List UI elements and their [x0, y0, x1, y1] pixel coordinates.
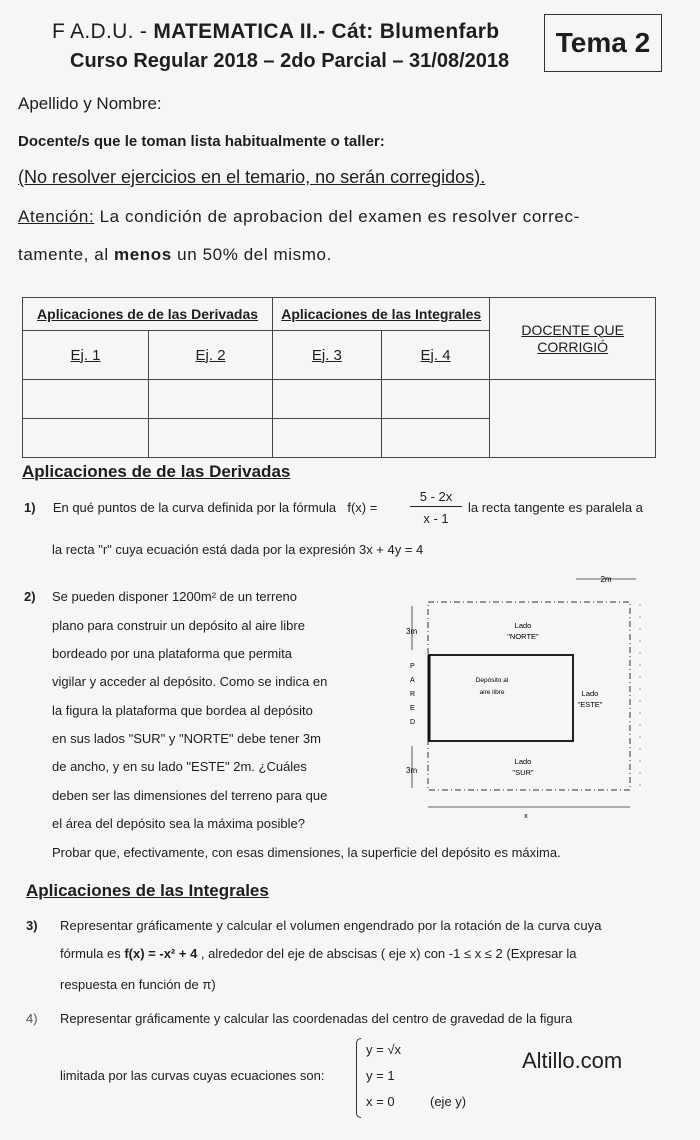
- section-derivadas-title: Aplicaciones de de las Derivadas: [22, 462, 291, 481]
- question-3-bounds: , alrededor del eje de abscisas ( eje x) con -1 ≤ x ≤ 2 (Expresar la: [200, 946, 577, 961]
- grade-cell-docente[interactable]: [490, 380, 656, 458]
- table-header-integrales: Aplicaciones de las Integrales: [273, 298, 490, 331]
- atencion-line2: [18, 245, 332, 265]
- dim-3m-top-label: 3m: [406, 627, 418, 636]
- grade-cell-total-4[interactable]: [381, 419, 490, 458]
- no-resolver-note: [18, 167, 485, 188]
- question-3-formula-label: fórmula es: [60, 946, 121, 961]
- question-2-line: deben ser las dimensiones del terreno para que: [52, 788, 328, 803]
- atencion-text2a: tamente, al: [18, 245, 115, 264]
- question-2-last-line: Probar que, efectivamente, con esas dimensiones, la superficie del depósito es máxima.: [52, 845, 561, 860]
- terrain-diagram: [398, 570, 648, 825]
- question-2-line: en sus lados "SUR" y "NORTE" debe tener 3m: [52, 731, 321, 746]
- question-2-line: plano para construir un depósito al aire libre: [52, 618, 305, 633]
- fraction-1: [410, 489, 462, 526]
- atencion-label: Atención:: [18, 207, 95, 226]
- norte-label-1: Lado: [514, 621, 532, 630]
- table-col-ej2: Ej. 2: [149, 331, 273, 380]
- watermark-text: Altillo.com: [522, 1048, 623, 1073]
- atencion-text2c: un 50% del mismo.: [171, 245, 332, 264]
- dim-x-label: x: [524, 813, 528, 820]
- question-2-line: la figura la plataforma que bordea al depósito: [52, 703, 313, 718]
- norte-label-2: "NORTE": [507, 632, 539, 641]
- system-brace: [356, 1038, 361, 1118]
- grade-cell-ej2[interactable]: [149, 380, 273, 419]
- question-2-line: Se pueden disponer 1200m² de un terreno: [52, 589, 298, 604]
- section-integrales-title: Aplicaciones de las Integrales: [26, 881, 269, 900]
- table-col-ej3: Ej. 3: [273, 331, 382, 380]
- grade-cell-total-2[interactable]: [149, 419, 273, 458]
- pared-letter: D: [410, 719, 416, 726]
- atencion-menos: menos: [114, 245, 172, 264]
- q4-eq3-note: (eje y): [430, 1094, 467, 1109]
- deposito-label-2: aire libre: [479, 689, 505, 696]
- grade-cell-ej3[interactable]: [273, 380, 382, 419]
- question-2-line: vigilar y acceder al depósito. Como se indica en: [52, 674, 328, 689]
- question-1-line2: la recta "r" cuya ecuación está dada por la expresión 3x + 4y = 4: [52, 542, 424, 557]
- table-header-derivadas: Aplicaciones de de las Derivadas: [23, 298, 273, 331]
- header-line1: [52, 20, 499, 44]
- deposit-rect: [429, 655, 573, 741]
- sur-label-1: Lado: [514, 757, 532, 766]
- fraction-1-numerator: 5 - 2x: [410, 489, 462, 507]
- question-3-line3: respuesta en función de π): [60, 977, 216, 992]
- question-2-line: el área del depósito sea la máxima posible?: [52, 816, 305, 831]
- q4-eq2: y = 1: [366, 1068, 395, 1083]
- question-1-text-a: En qué puntos de la curva definida por la fórmula: [52, 500, 337, 515]
- grade-cell-total-3[interactable]: [273, 419, 382, 458]
- question-4-line1: Representar gráficamente y calcular las coordenadas del centro de gravedad de la figura: [60, 1011, 573, 1026]
- question-1-text-b: la recta tangente es paralela a: [468, 500, 643, 515]
- question-3-line2: [60, 946, 576, 961]
- header-line2: Curso Regular 2018 – 2do Parcial – 31/08/2018: [70, 50, 510, 72]
- docente-line1: DOCENTE QUE: [521, 321, 625, 338]
- no-resolver-text: (No resolver ejercicios en el temario, no serán corregidos).: [18, 167, 486, 187]
- table-col-ej1: Ej. 1: [23, 331, 149, 380]
- question-3-line1: Representar gráficamente y calcular el volumen engendrado por la rotación de la curva cuya: [60, 918, 602, 933]
- dim-2m-label: 2m: [600, 575, 612, 584]
- question-2-line: bordeado por una plataforma que permita: [52, 646, 292, 661]
- atencion-line1: [18, 207, 580, 227]
- grade-cell-ej4[interactable]: [381, 380, 490, 419]
- table-col-ej4: Ej. 4: [381, 331, 490, 380]
- question-1-number: 1): [24, 500, 36, 515]
- question-1-fx: f(x) =: [347, 500, 378, 515]
- deposito-label-1: Depósito al: [475, 677, 509, 684]
- grade-cell-ej1[interactable]: [23, 380, 149, 419]
- faculty-label: F A.D.U. -: [52, 20, 154, 43]
- question-2-number: 2): [24, 589, 36, 604]
- question-3-formula: f(x) = -x² + 4: [124, 946, 198, 961]
- table-header-docente: [490, 298, 656, 380]
- docente-label: Docente/s que le toman lista habitualmente o taller:: [18, 133, 385, 150]
- question-3-number: 3): [26, 918, 38, 933]
- pared-letter: R: [410, 691, 416, 698]
- docente-line2: CORRIGIÓ: [537, 338, 609, 355]
- dim-3m-bottom-label: 3m: [406, 766, 418, 775]
- pared-letter: A: [410, 677, 415, 684]
- pared-letter: P: [410, 663, 415, 670]
- question-4-number: 4): [26, 1011, 38, 1026]
- q4-eq3: x = 0: [366, 1094, 395, 1109]
- question-4-line2: limitada por las curvas cuyas ecuaciones son:: [60, 1068, 325, 1083]
- tema-box: Tema 2: [544, 14, 662, 72]
- grade-table: [22, 297, 656, 458]
- fraction-1-denominator: x - 1: [423, 511, 449, 526]
- q4-eq1: y = √x: [366, 1042, 401, 1057]
- sur-label-2: "SUR": [512, 768, 534, 777]
- grade-cell-total-1[interactable]: [23, 419, 149, 458]
- este-label-1: Lado: [581, 689, 599, 698]
- apellido-label: Apellido y Nombre:: [18, 94, 162, 113]
- course-title: MATEMATICA II.- Cát: Blumenfarb: [153, 20, 500, 43]
- question-1-line1: [24, 500, 377, 515]
- este-label-2: "ESTE": [577, 700, 603, 709]
- atencion-text: La condición de aprobacion del examen es resolver correc-: [94, 207, 580, 226]
- question-2-line: de ancho, y en su lado "ESTE" 2m. ¿Cuáles: [52, 759, 307, 774]
- pared-letter: E: [410, 705, 415, 712]
